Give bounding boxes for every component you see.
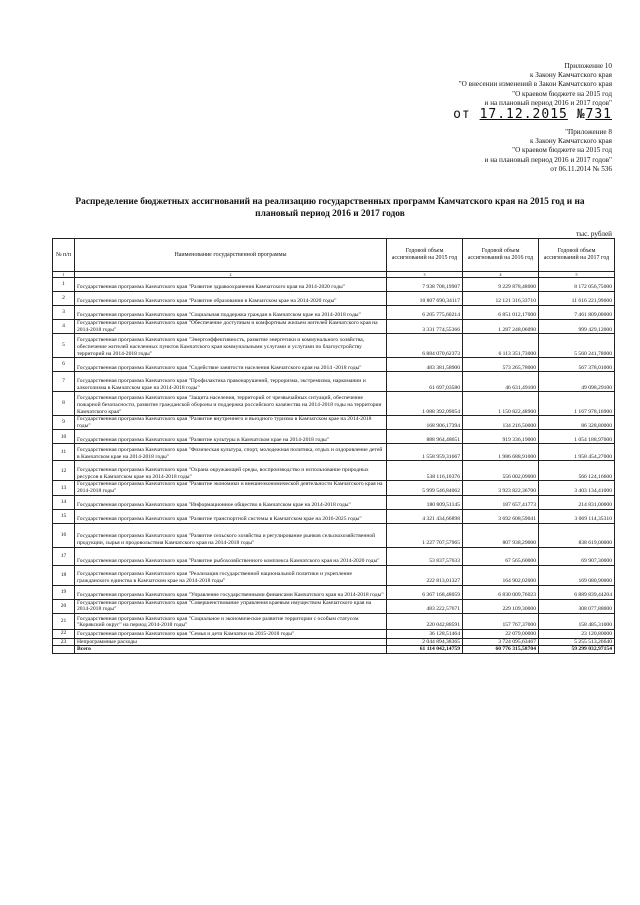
program-name: Государственная программа Камчатского края "Профилактика правонарушений, терроризма, экстремизма, наркомании и алкоголизма в Камчатском крае на 2014-2018 годы" [75, 372, 387, 392]
budget-table [52, 238, 615, 654]
value-2017: 5 255 513,26640 [539, 638, 615, 646]
value-2016: 556 002,09000 [463, 461, 539, 481]
row-number: 8 [53, 392, 75, 416]
value-2016: 6 113 351,73000 [463, 334, 539, 358]
table-row [53, 372, 615, 392]
row-number: 21 [53, 613, 75, 629]
value-2016: 164 902,02000 [463, 565, 539, 585]
table-row [53, 416, 615, 430]
row-number: 18 [53, 565, 75, 585]
value-2015: 1 088 392,09054 [387, 392, 463, 416]
value-2015: 10 807 690,34117 [387, 292, 463, 306]
value-2016: 919 336,19000 [463, 430, 539, 444]
row-number: 23 [53, 638, 75, 646]
value-2017: 7 461 809,00000 [539, 306, 615, 320]
value-2015: 6 205 775,60214 [387, 306, 463, 320]
table-row [53, 495, 615, 509]
value-2016: 134 216,50000 [463, 416, 539, 430]
total-2017: 59 299 032,97154 [539, 646, 615, 654]
value-2015: 3 331 774,55366 [387, 320, 463, 334]
row-number: 12 [53, 461, 75, 481]
handwritten-date-number [453, 108, 612, 121]
value-2016: 46 631,49100 [463, 372, 539, 392]
header-line: к Закону Камчатского края [530, 71, 612, 80]
value-2015: 6 884 070,62373 [387, 334, 463, 358]
header-line: Приложение 10 [564, 62, 612, 70]
total-row [53, 646, 615, 654]
total-2016: 60 776 315,58704 [463, 646, 539, 654]
value-2016: 22 079,00000 [463, 629, 539, 638]
value-2017: 158 485,31000 [539, 613, 615, 629]
row-number: 13 [53, 481, 75, 495]
header-line: "Приложение 8 [565, 128, 612, 136]
program-name: Государственная программа Камчатского края "Энергоэффективность, развитие энергетики и коммунального хозяйства, обеспечение жителей населенных пунктов Камчатского края коммунальными услугами и услугами по благоустройству территорий на 2014-2018 годы" [75, 334, 387, 358]
row-number: 14 [53, 495, 75, 509]
value-2017: 567 378,01000 [539, 358, 615, 372]
program-name: Государственная программа Камчатского края "Развитие экономики и внешнеэкономической деятельности Камчатского края на 2014-2018 годы" [75, 481, 387, 495]
value-2015: 7 938 708,19907 [387, 278, 463, 292]
header-line: и на плановый период 2016 и 2017 годов" [484, 98, 612, 107]
value-2016: 1 150 822,48900 [463, 392, 539, 416]
date-prefix: от [453, 107, 471, 123]
value-2017: 1 958 454,27000 [539, 444, 615, 461]
program-name: Государственная программа Камчатского края "Развитие здравоохранения Камчатского края на 2014-2020 годы" [75, 278, 387, 292]
table-row [53, 392, 615, 416]
program-name: Государственная программа Камчатского края "Реализация государственной национальной политики и укрепление гражданского единства в Камчатском крае на 2014-2018 годы" [75, 565, 387, 585]
value-2016: 573 265,78000 [463, 358, 539, 372]
index-cell: 2 [75, 272, 387, 278]
value-2016: 12 121 316,33710 [463, 292, 539, 306]
value-2015: 6 367 168,48059 [387, 585, 463, 599]
col-header-2015: Годовой объем ассигнований на 2015 год [387, 239, 463, 272]
table-row [53, 599, 615, 613]
value-2017: 86 328,80000 [539, 416, 615, 430]
value-2017: 214 831,00000 [539, 495, 615, 509]
document-title: Распределение бюджетных ассигнований на реализацию государственных программ Камчатского края на 2015 год и на плановый период 2016 и 2017 годов [75, 197, 585, 219]
value-2017: 169 080,90000 [539, 565, 615, 585]
table-row [53, 523, 615, 547]
program-name: Государственная программа Камчатского края "Обеспечение доступным и комфортным жильем жителей Камчатского края на 2014-2018 годы" [75, 320, 387, 334]
program-name: Государственная программа Камчатского края "Управление государственными финансами Камчатского края на 2014-2018 годы" [75, 585, 387, 599]
row-number: 10 [53, 430, 75, 444]
value-2016: 67 565,60000 [463, 547, 539, 565]
value-2017: 69 907,30000 [539, 547, 615, 565]
value-2017: 5 560 241,78000 [539, 334, 615, 358]
value-2015: 168 906,17394 [387, 416, 463, 430]
value-2016: 3 923 822,36700 [463, 481, 539, 495]
row-number: 11 [53, 444, 75, 461]
table-row [53, 629, 615, 638]
row-number: 2 [53, 292, 75, 306]
program-name: Государственная программа Камчатского края "Развитие сельского хозяйства и регулирование рынков сельскохозяйственной продукции, сырья и продовольствия Камчатского края на 2014-2018 годы" [75, 523, 387, 547]
table-body [53, 278, 615, 654]
col-header-name: Наименование государственной программы [75, 239, 387, 272]
header-line: "О краевом бюджете на 2015 год [512, 146, 612, 155]
value-2017: 1 054 188,97000 [539, 430, 615, 444]
total-2015: 61 114 042,14759 [387, 646, 463, 654]
row-number: 7 [53, 372, 75, 392]
table-row [53, 509, 615, 523]
program-name: Государственная программа Камчатского края "Развитие культуры в Камчатском крае на 2014-2018 годы" [75, 430, 387, 444]
header-line: к Закону Камчатского края [530, 137, 612, 146]
value-2015: 483 381,58900 [387, 358, 463, 372]
value-2017: 566 124,16600 [539, 461, 615, 481]
table-row [53, 278, 615, 292]
table-row [53, 292, 615, 306]
handwritten-number: 731 [585, 107, 612, 123]
row-number: 5 [53, 334, 75, 358]
row-number: 20 [53, 599, 75, 613]
value-2016: 1 986 688,91000 [463, 444, 539, 461]
row-number: 1 [53, 278, 75, 292]
program-name: Государственная программа Камчатского края "Развитие образования в Камчатском крае на 2014-2020 годы" [75, 292, 387, 306]
table-row [53, 334, 615, 358]
index-cell: 4 [463, 272, 539, 278]
row-number: 17 [53, 547, 75, 565]
value-2015: 2 044 894,38365 [387, 638, 463, 646]
value-2016: 6 851 012,17000 [463, 306, 539, 320]
table-row [53, 320, 615, 334]
table-row [53, 306, 615, 320]
value-2017: 308 077,88000 [539, 599, 615, 613]
program-name: Государственная программа Камчатского края "Социальная поддержка граждан в Камчатском крае на 2014-2018 годы" [75, 306, 387, 320]
header-line: "О краевом бюджете на 2015 год [512, 89, 612, 98]
value-2017: 11 616 221,99000 [539, 292, 615, 306]
index-cell: 1 [53, 272, 75, 278]
index-cell: 3 [387, 272, 463, 278]
value-2017: 3 403 134,41000 [539, 481, 615, 495]
value-2015: 4 321 434,66898 [387, 509, 463, 523]
row-number: 15 [53, 509, 75, 523]
value-2015: 483 222,57671 [387, 599, 463, 613]
value-2017: 1 167 978,16900 [539, 392, 615, 416]
program-name: Государственная программа Камчатского края "Содействие занятости населения Камчатского края на 2014 -2018 годы" [75, 358, 387, 372]
program-name: Государственная программа Камчатского края "Совершенствование управления краевым имуществом Камчатского края на 2014-2018 годы" [75, 599, 387, 613]
value-2015: 61 697,03580 [387, 372, 463, 392]
program-name: Государственная программа Камчатского края "Социальное и экономическое развитие территории с особым статусом "Корякский округ" на период 2014-2018 годы" [75, 613, 387, 629]
value-2015: 888 964,48651 [387, 430, 463, 444]
value-2015: 53 837,57633 [387, 547, 463, 565]
value-2015: 5 999 546,84062 [387, 481, 463, 495]
value-2017: 6 889 839,44204 [539, 585, 615, 599]
table-header-row [53, 239, 615, 272]
value-2016: 157 767,37000 [463, 613, 539, 629]
table-row [53, 461, 615, 481]
value-2017: 3 069 114,35310 [539, 509, 615, 523]
program-name: Государственная программа Камчатского края "Семья и дети Камчатки на 2015-2018 годы" [75, 629, 387, 638]
header-top [453, 62, 612, 121]
value-2015: 180 809,51145 [387, 495, 463, 509]
total-number-cell [53, 646, 75, 654]
units-label: тыс. рублей [576, 230, 612, 238]
row-number: 4 [53, 320, 75, 334]
value-2016: 1 287 248,06090 [463, 320, 539, 334]
table-row [53, 613, 615, 629]
value-2016: 187 657,41773 [463, 495, 539, 509]
program-name: Государственная программа Камчатского края "Защита населения, территорий от чрезвычайных ситуаций, обеспечение пожарной безопасности, развитие гражданской обороны и поддержка российского казачества на 2014-2018 годы на территории Камчатского края" [75, 392, 387, 416]
program-name: Государственная программа Камчатского края "Физическая культура, спорт, молодежная политика, отдых и оздоровление детей в Камчатском крае на 2014-2018 годы" [75, 444, 387, 461]
header-line: от 06.11.2014 № 536 [550, 164, 612, 173]
table-row [53, 444, 615, 461]
handwritten-date: 17.12.2015 [479, 107, 568, 123]
value-2016: 807 938,29000 [463, 523, 539, 547]
value-2016: 3 724 095,63467 [463, 638, 539, 646]
value-2015: 36 128,51464 [387, 629, 463, 638]
value-2017: 8 172 056,75000 [539, 278, 615, 292]
row-number: 6 [53, 358, 75, 372]
table-row [53, 585, 615, 599]
row-number: 3 [53, 306, 75, 320]
table-row [53, 430, 615, 444]
table-row [53, 565, 615, 585]
program-name: Государственная программа Камчатского края "Развитие рыбохозяйственного комплекса Камчатского края на 2014-2020 годы" [75, 547, 387, 565]
index-cell: 5 [539, 272, 615, 278]
row-number: 9 [53, 416, 75, 430]
value-2015: 222 813,01327 [387, 565, 463, 585]
total-label: Всего [75, 646, 387, 654]
row-number: 16 [53, 523, 75, 547]
table-row [53, 481, 615, 495]
value-2015: 1 227 707,57965 [387, 523, 463, 547]
value-2017: 49 098,29100 [539, 372, 615, 392]
value-2016: 9 229 878,48000 [463, 278, 539, 292]
program-name: Государственная программа Камчатского края "Развитие транспортной системы в Камчатском крае на 2016-2025 годы" [75, 509, 387, 523]
header-bottom [485, 128, 612, 174]
row-number: 19 [53, 585, 75, 599]
value-2016: 6 830 009,76023 [463, 585, 539, 599]
table-row [53, 358, 615, 372]
table-row [53, 638, 615, 646]
program-name: Государственная программа Камчатского края "Информационное общество в Камчатском крае на 2014-2018 годы" [75, 495, 387, 509]
program-name: Непрограммные расходы [75, 638, 387, 646]
value-2016: 229 109,30000 [463, 599, 539, 613]
number-prefix: № [576, 107, 586, 123]
value-2017: 23 120,80000 [539, 629, 615, 638]
value-2015: 220 042,88591 [387, 613, 463, 629]
col-header-2016: Годовой объем ассигнований на 2016 год [463, 239, 539, 272]
program-name: Государственная программа Камчатского края "Развитие внутреннего и въездного туризма в Камчатском крае на 2014-2018 годы" [75, 416, 387, 430]
col-header-number: № п/п [53, 239, 75, 272]
value-2016: 3 692 608,59041 [463, 509, 539, 523]
value-2015: 1 558 959,31667 [387, 444, 463, 461]
program-name: Государственная программа Камчатского края "Охрана окружающей среды, воспроизводство и использование природных ресурсов в Камчатском крае на 2014-2018 годы" [75, 461, 387, 481]
header-line: и на плановый период 2016 и 2017 годов" [484, 155, 612, 164]
col-header-2017: Годовой объем ассигнований на 2017 год [539, 239, 615, 272]
value-2015: 538 116,10376 [387, 461, 463, 481]
value-2017: 999 429,12000 [539, 320, 615, 334]
value-2017: 838 619,00000 [539, 523, 615, 547]
row-number: 22 [53, 629, 75, 638]
header-line: "О внесении изменений в Закон Камчатского края [458, 80, 612, 89]
table-row [53, 547, 615, 565]
